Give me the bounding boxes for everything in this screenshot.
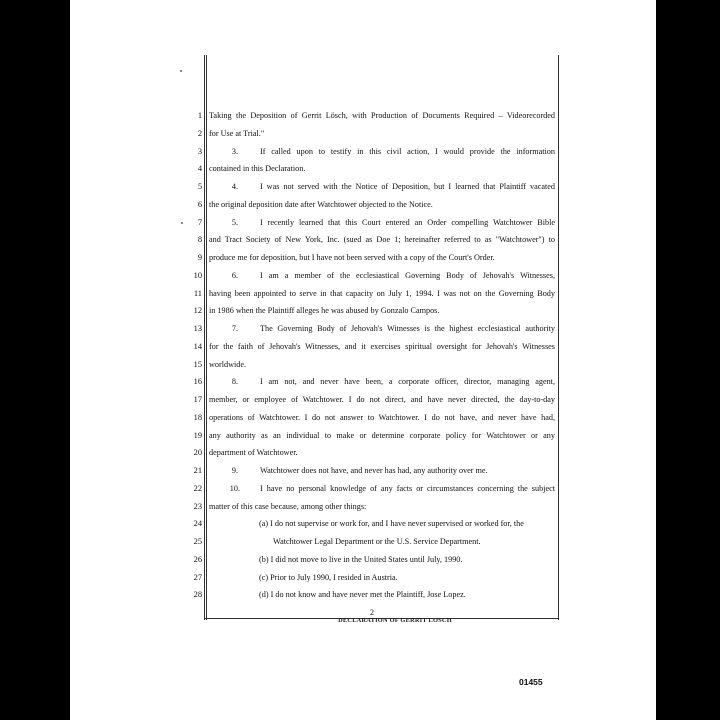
line-text: contained in this Declaration. [209,164,306,174]
paragraph-number: 4. [231,182,238,191]
line-text: (b) I did not move to live in the United States until July, 1990. [259,554,463,564]
line-text: in 1986 when the Plaintiff alleges he was abused by Gonzalo Campos. [209,306,440,316]
line-text: matter of this case because, among other things: [209,501,367,511]
line-number: 22 [193,483,202,493]
line-text: and Tract Society of New York, Inc. (sued as Doe 1; hereinafter referred to as "Watchtower") to [209,235,555,245]
line-number: 9 [197,253,202,262]
line-number: 1 [197,111,202,120]
paragraph-number: 6. [231,270,238,280]
line-number: 16 [193,377,202,387]
line-number: 26 [193,554,202,564]
line-text: having been appointed to serve in that capacity on July 1, 1994. I was not on the Governing Body [209,288,555,298]
line-number: 12 [193,306,202,316]
line-number: 7 [197,217,202,227]
line-text: for the faith of Jehovah's Witnesses, and it exercises spiritual oversight for Jehovah's Witnesses [209,341,555,351]
line-text: I have no personal knowledge of any facts or circumstances concerning the subject [260,483,555,493]
line-text: I am a member of the ecclesiastical Governing Body of Jehovah's Witnesses, [260,270,555,280]
line-text: The Governing Body of Jehovah's Witnesses is the highest ecclesiastical authority [260,324,555,333]
line-number: 11 [193,288,202,298]
line-text: the original deposition date after Watchtower objected to the Notice. [209,199,433,209]
document-page [70,0,656,720]
line-number: 25 [193,537,202,546]
line-number: 27 [193,572,202,582]
line-number: 13 [193,324,202,333]
paragraph-number: 10. [229,483,240,493]
line-number: 20 [193,448,202,458]
line-text: member, or employee of Watchtower. I do not direct, and have never directed, the day-to-day [209,395,555,404]
line-text: If called upon to testify in this civil action, I would provide the information [260,146,555,156]
line-number: 17 [193,395,202,404]
line-number: 18 [193,412,202,422]
line-text: (d) I do not know and have never met the Plaintiff, Jose Lopez. [259,590,466,600]
line-number: 8 [197,235,202,245]
line-text: Taking the Deposition of Gerrit Lösch, with Production of Documents Required – Videorecorded [209,111,555,120]
line-number: 5 [197,182,202,191]
paragraph-number: 8. [231,377,238,387]
paragraph-number: 5. [231,217,238,227]
line-number: 28 [193,590,202,600]
paragraph-number: 3. [231,146,238,156]
line-text: I was not served with the Notice of Deposition, but I learned that Plaintiff vacated [260,182,555,191]
line-number: 6 [197,199,202,209]
line-number: 21 [193,466,202,475]
line-text: I am not, and never have been, a corporate officer, director, managing agent, [260,377,555,387]
line-number: 3 [197,146,202,156]
line-text: produce me for deposition, but I have not been served with a copy of the Court's Order. [209,253,495,262]
line-number: 14 [193,341,202,351]
line-number: 4 [197,164,202,174]
right-margin-rule [558,55,559,620]
line-text: for Use at Trial." [209,128,265,138]
paragraph-number: 9. [231,466,238,475]
line-number: 23 [193,501,202,511]
line-text: any authority as an individual to make or determine corporate policy for Watchtower or any [209,430,555,440]
line-text: department of Watchtower. [209,448,298,458]
line-number: 24 [193,519,202,529]
left-margin-rule-outer [204,55,205,620]
line-number: 10 [193,270,202,280]
line-text: Watchtower does not have, and never has had, any authority over me. [260,466,488,475]
paragraph-number: 7. [231,324,238,333]
scan-speck [180,70,182,72]
line-text: (a) I do not supervise or work for, and I have never supervised or worked for, the [259,519,524,529]
line-number: 2 [197,128,202,138]
line-text: operations of Watchtower. I do not answer to Watchtower. I do not have, and never have had, [209,412,555,422]
page-number: 2 [370,608,374,617]
left-margin-rule-inner [206,55,207,620]
bates-number: 01455 [519,677,543,687]
line-number: 15 [193,359,202,369]
line-number: 19 [193,430,202,440]
line-text: worldwide. [209,359,247,369]
line-text: Watchtower Legal Department or the U.S. Service Department. [273,537,481,546]
document-footer: DECLARATION OF GERRIT LOSCH [338,617,452,624]
line-text: (c) Prior to July 1990, I resided in Austria. [259,572,398,582]
line-text: I recently learned that this Court entered an Order compelling Watchtower Bible [260,217,555,227]
